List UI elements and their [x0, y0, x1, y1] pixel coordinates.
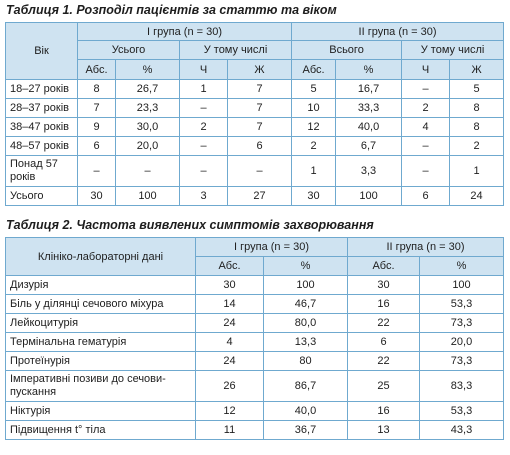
table-row: [6, 295, 504, 314]
data-cell: 7: [228, 118, 292, 137]
group2-header: II група (n = 30): [348, 238, 504, 257]
data-cell: 7: [228, 80, 292, 99]
param-cell: Дизурія: [6, 276, 196, 295]
data-cell: 11: [196, 421, 264, 440]
table-row: [6, 137, 504, 156]
data-cell: 22: [348, 352, 420, 371]
param-cell: Підвищення t° тіла: [6, 421, 196, 440]
table-row: [6, 118, 504, 137]
table2-caption: Таблиця 2. Частота виявлених симптомів захворювання: [6, 218, 374, 232]
group2-total-header: Всього: [292, 41, 402, 60]
data-cell: 10: [292, 99, 336, 118]
data-cell: 2: [180, 118, 228, 137]
data-cell: –: [116, 156, 180, 187]
group1-abs-header: Абс.: [78, 60, 116, 80]
data-cell: 27: [228, 187, 292, 206]
data-cell: 73,3: [420, 314, 504, 333]
data-cell: 13: [348, 421, 420, 440]
data-cell: 4: [196, 333, 264, 352]
data-cell: 16: [348, 295, 420, 314]
data-cell: 9: [78, 118, 116, 137]
table-row: [6, 371, 504, 402]
data-cell: 7: [78, 99, 116, 118]
data-cell: –: [402, 156, 450, 187]
data-cell: 8: [450, 99, 504, 118]
table1: [5, 22, 504, 206]
data-cell: 100: [264, 276, 348, 295]
data-cell: 30,0: [116, 118, 180, 137]
data-cell: 73,3: [420, 352, 504, 371]
age-cell: Усього: [6, 187, 78, 206]
group2-header: II група (n = 30): [292, 23, 504, 41]
group2-abs-header: Абс.: [348, 257, 420, 276]
table-row: [6, 314, 504, 333]
data-cell: 6,7: [336, 137, 402, 156]
param-cell: Біль у ділянці сечового міхура: [6, 295, 196, 314]
data-cell: 16: [348, 402, 420, 421]
data-cell: –: [402, 80, 450, 99]
param-cell: Лейкоцитурія: [6, 314, 196, 333]
param-cell: Термінальна гематурія: [6, 333, 196, 352]
data-cell: 16,7: [336, 80, 402, 99]
group2-pct-header: %: [420, 257, 504, 276]
table-row: [6, 276, 504, 295]
data-cell: 40,0: [336, 118, 402, 137]
data-cell: 20,0: [116, 137, 180, 156]
data-cell: 5: [450, 80, 504, 99]
data-cell: 24: [450, 187, 504, 206]
data-cell: 25: [348, 371, 420, 402]
table-row: [6, 99, 504, 118]
data-cell: 2: [402, 99, 450, 118]
table-row: [6, 421, 504, 440]
data-cell: 20,0: [420, 333, 504, 352]
data-cell: 14: [196, 295, 264, 314]
param-cell: Імперативні позиви до сечови-пускання: [6, 371, 196, 402]
data-cell: 36,7: [264, 421, 348, 440]
group1-total-header: Усього: [78, 41, 180, 60]
data-cell: 100: [336, 187, 402, 206]
param-cell: Протеїнурія: [6, 352, 196, 371]
data-cell: 30: [292, 187, 336, 206]
data-cell: 33,3: [336, 99, 402, 118]
data-cell: 53,3: [420, 295, 504, 314]
data-cell: 30: [78, 187, 116, 206]
table-row: [6, 352, 504, 371]
data-cell: 7: [228, 99, 292, 118]
data-cell: 24: [196, 352, 264, 371]
data-cell: 2: [292, 137, 336, 156]
data-cell: 12: [196, 402, 264, 421]
data-cell: 1: [180, 80, 228, 99]
data-cell: –: [180, 156, 228, 187]
data-cell: 30: [348, 276, 420, 295]
table-row: [6, 80, 504, 99]
group2-male-header: Ч: [402, 60, 450, 80]
data-cell: 2: [450, 137, 504, 156]
param-cell: Ніктурія: [6, 402, 196, 421]
group1-male-header: Ч: [180, 60, 228, 80]
age-header: Вік: [6, 23, 78, 80]
table-row: [6, 156, 504, 187]
data-cell: 26: [196, 371, 264, 402]
param-header: Клініко-лабораторні дані: [6, 238, 196, 276]
age-cell: 18–27 років: [6, 80, 78, 99]
data-cell: 100: [116, 187, 180, 206]
group1-header: I група (n = 30): [78, 23, 292, 41]
table-row: [6, 402, 504, 421]
age-cell: Понад 57 років: [6, 156, 78, 187]
data-cell: 1: [450, 156, 504, 187]
group1-pct-header: %: [116, 60, 180, 80]
group1-header: I група (n = 30): [196, 238, 348, 257]
group1-abs-header: Абс.: [196, 257, 264, 276]
data-cell: 8: [450, 118, 504, 137]
data-cell: 80: [264, 352, 348, 371]
data-cell: –: [180, 99, 228, 118]
table2: [5, 237, 504, 440]
data-cell: 86,7: [264, 371, 348, 402]
table1-caption: Таблиця 1. Розподіл пацієнтів за статтю та віком: [6, 3, 337, 17]
data-cell: 3,3: [336, 156, 402, 187]
group1-including-header: У тому числі: [180, 41, 292, 60]
group2-pct-header: %: [336, 60, 402, 80]
data-cell: 6: [402, 187, 450, 206]
data-cell: 53,3: [420, 402, 504, 421]
data-cell: 80,0: [264, 314, 348, 333]
data-cell: –: [402, 137, 450, 156]
data-cell: 6: [78, 137, 116, 156]
data-cell: 12: [292, 118, 336, 137]
data-cell: 23,3: [116, 99, 180, 118]
data-cell: 6: [348, 333, 420, 352]
age-cell: 48–57 років: [6, 137, 78, 156]
data-cell: 22: [348, 314, 420, 333]
data-cell: 4: [402, 118, 450, 137]
data-cell: 26,7: [116, 80, 180, 99]
data-cell: 83,3: [420, 371, 504, 402]
group2-including-header: У тому числі: [402, 41, 504, 60]
data-cell: –: [228, 156, 292, 187]
data-cell: 8: [78, 80, 116, 99]
group1-pct-header: %: [264, 257, 348, 276]
table-row: [6, 333, 504, 352]
data-cell: 46,7: [264, 295, 348, 314]
age-cell: 38–47 років: [6, 118, 78, 137]
group2-female-header: Ж: [450, 60, 504, 80]
group1-female-header: Ж: [228, 60, 292, 80]
data-cell: 6: [228, 137, 292, 156]
group2-abs-header: Абс.: [292, 60, 336, 80]
age-cell: 28–37 років: [6, 99, 78, 118]
table-row: [6, 187, 504, 206]
data-cell: 1: [292, 156, 336, 187]
data-cell: 24: [196, 314, 264, 333]
data-cell: 3: [180, 187, 228, 206]
data-cell: –: [78, 156, 116, 187]
data-cell: –: [180, 137, 228, 156]
data-cell: 13,3: [264, 333, 348, 352]
data-cell: 30: [196, 276, 264, 295]
data-cell: 43,3: [420, 421, 504, 440]
data-cell: 40,0: [264, 402, 348, 421]
data-cell: 5: [292, 80, 336, 99]
data-cell: 100: [420, 276, 504, 295]
